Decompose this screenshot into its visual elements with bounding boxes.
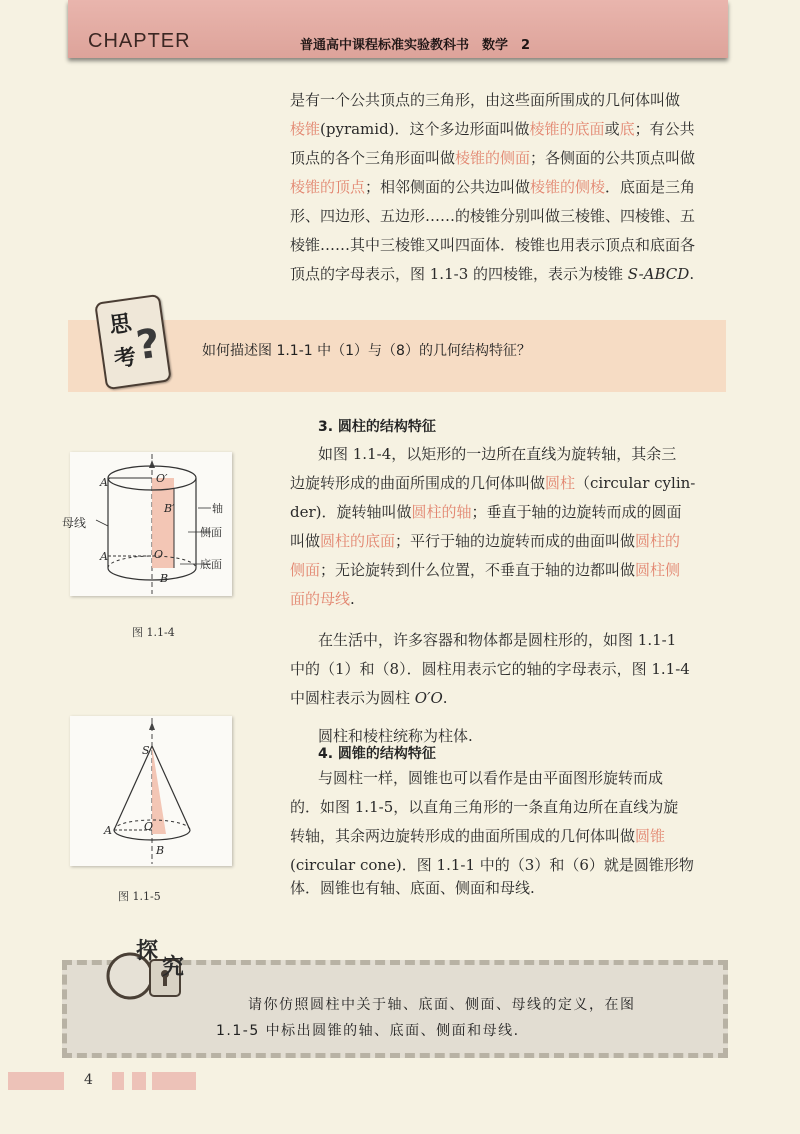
text-line: (circular cone)．图 1.1-1 中的（3）和（6）就是圆锥形物: [290, 856, 694, 874]
text-line: 形、四边形、五边形……的棱锥分别叫做三棱锥、四棱锥、五: [290, 207, 696, 225]
label-a-prime: A′: [100, 476, 111, 489]
text-line: 如图 1.1-4，以矩形的一边所在直线为旋转轴，其余三: [318, 445, 677, 463]
label-a: A: [104, 824, 112, 837]
label-s: S: [142, 744, 150, 757]
text-line: 顶点的各个三角形面叫做棱锥的侧面；各侧面的公共顶点叫做: [290, 149, 696, 167]
label-side: 侧面: [200, 526, 222, 539]
text-line: 中的（1）和（8）．圆柱用表示它的轴的字母表示，图 1.1-4: [290, 660, 690, 678]
text-line: 中圆柱表示为圆柱 O′O.: [290, 689, 448, 707]
explore-char-1: 探: [136, 939, 159, 964]
cone-diagram: [70, 716, 232, 866]
footer-bar: [112, 1072, 124, 1090]
text-line: 在生活中，许多容器和物体都是圆柱形的，如图 1.1-1: [318, 631, 677, 649]
explore-text-line-1: 请你仿照圆柱中关于轴、底面、侧面、母线的定义，在图: [248, 997, 636, 1013]
think-question: 如何描述图 1.1-1 中（1）与（8）的几何结构特征？: [202, 343, 531, 359]
text-line: 面的母线.: [290, 590, 355, 608]
figure-caption-1-1-5: 图 1.1-5: [118, 890, 161, 903]
text-line: 边旋转形成的曲面所围成的几何体叫做圆柱（circular cylin-: [290, 474, 696, 492]
label-b: B: [156, 844, 165, 857]
label-b-prime: B′: [164, 502, 175, 515]
label-o: O: [144, 820, 154, 833]
explore-text-line-2: 1.1-5 中标出圆锥的轴、底面、侧面和母线.: [216, 1023, 520, 1039]
think-char-1: 思: [107, 311, 134, 339]
text-line: 与圆柱一样，圆锥也可以看作是由平面图形旋转而成: [318, 769, 664, 787]
text-line: 棱锥……其中三棱锥又叫四面体．棱锥也用表示顶点和底面各: [290, 236, 696, 254]
footer-bar: [152, 1072, 196, 1090]
text-line: 圆柱和棱柱统称为柱体.: [318, 727, 473, 745]
page-header: [68, 0, 728, 58]
label-o-prime: O′: [156, 472, 168, 485]
explore-label: [100, 930, 188, 1006]
text-line: 棱锥(pyramid)．这个多边形面叫做棱锥的底面或底；有公共: [290, 120, 695, 138]
section-title-cylinder: 3. 圆柱的结构特征: [318, 419, 436, 435]
text-line: der)．旋转轴叫做圆柱的轴；垂直于轴的边旋转而成的圆面: [290, 503, 682, 521]
text-line: 叫做圆柱的底面；平行于轴的边旋转而成的曲面叫做圆柱的: [290, 532, 681, 550]
label-o: O: [154, 548, 164, 561]
explore-char-2: 究: [162, 955, 185, 980]
page-number: 4: [84, 1072, 93, 1088]
footer-bar: [8, 1072, 64, 1090]
question-mark-icon: ?: [133, 320, 163, 370]
label-a: A: [100, 550, 108, 563]
label-generatrix: 母线: [62, 516, 87, 530]
section-title-cone: 4. 圆锥的结构特征: [318, 746, 436, 762]
text-line: 体．圆锥也有轴、底面、侧面和母线.: [290, 879, 535, 897]
text-line: 转轴，其余两边旋转形成的曲面所围成的几何体叫做圆锥: [290, 827, 666, 845]
label-base: 底面: [200, 558, 222, 571]
label-axis: 轴: [212, 502, 223, 515]
text-line: 顶点的字母表示，图 1.1-3 的四棱锥，表示为棱锥 S-ABCD.: [290, 265, 695, 283]
text-line: 侧面；无论旋转到什么位置，不垂直于轴的边都叫做圆柱侧: [290, 561, 681, 579]
text-line: 是有一个公共顶点的三角形，由这些面所围成的几何体叫做: [290, 91, 681, 109]
label-b: B: [160, 572, 169, 585]
chapter-label: CHAPTER: [88, 30, 191, 52]
figure-caption-1-1-4: 图 1.1-4: [132, 626, 175, 639]
figure-cone: [70, 716, 232, 866]
book-title: 普通高中课程标准实验教科书 数学 2: [300, 38, 531, 53]
text-line: 棱锥的顶点；相邻侧面的公共边叫做棱锥的侧棱．底面是三角: [290, 178, 696, 196]
text-line: 的．如图 1.1-5，以直角三角形的一条直角边所在直线为旋: [290, 798, 679, 816]
think-char-2: 考: [112, 344, 138, 373]
think-label: [94, 294, 172, 390]
footer-bar: [132, 1072, 146, 1090]
figure-cylinder: [70, 452, 232, 596]
